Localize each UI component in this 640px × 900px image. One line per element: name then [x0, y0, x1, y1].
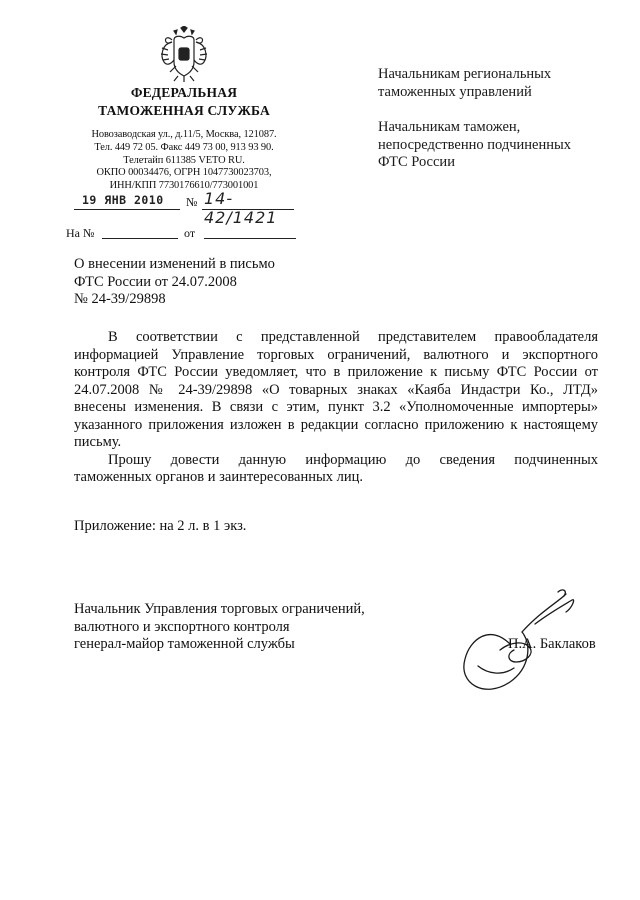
- body-line: таможенных органов и заинтересованных лиц.: [74, 469, 363, 485]
- body-line: указанного приложения изложен в редакции согласно приложению к настоящему: [74, 416, 598, 433]
- registration-date: 19 ЯНВ 2010: [82, 193, 164, 207]
- body-line: Прошу довести данную информацию до сведения подчиненных: [108, 451, 598, 468]
- letter-body: [74, 329, 598, 487]
- body-line: письму.: [74, 434, 122, 450]
- addressee-line: ФТС России: [378, 154, 455, 170]
- attachment-note: Приложение: на 2 л. в 1 экз.: [74, 518, 247, 534]
- signer-name: П.А. Баклаков: [508, 636, 596, 652]
- double-headed-eagle-emblem-icon: [158, 26, 210, 82]
- reference-number-label: На №: [66, 226, 95, 240]
- reference-number-blank: [102, 238, 178, 239]
- signer-line: генерал-майор таможенной службы: [74, 636, 295, 652]
- number-underline: [202, 209, 294, 210]
- registration-number-label: №: [186, 195, 198, 209]
- addressee-line: таможенных управлений: [378, 83, 532, 100]
- subject-line: № 24-39/29898: [74, 291, 166, 307]
- signer-line: Начальник Управления торговых ограничений,: [74, 601, 365, 617]
- registration-number: 14-42/1421: [204, 189, 278, 227]
- contact-line: ИНН/КПП 7730176610/773001001: [109, 180, 259, 192]
- reference-date-blank: [204, 238, 296, 239]
- organization-contacts: [62, 129, 306, 193]
- subject-line: ФТС России от 24.07.2008: [74, 273, 237, 290]
- reference-date-label: от: [184, 226, 196, 240]
- contact-line: Тел. 449 72 05. Факс 449 73 00, 913 93 90.: [94, 141, 274, 153]
- body-line: контроля ФТС России уведомляет, что в приложение к письму ФТС России от: [74, 364, 598, 380]
- contact-line: ОКПО 00034476, ОГРН 1047730023703,: [96, 167, 272, 179]
- body-line: В соответствии с представленной представителем правообладателя: [108, 329, 598, 345]
- addressee-block: [378, 66, 551, 101]
- registration-stamp: [66, 189, 306, 227]
- letter-subject: [74, 256, 275, 309]
- body-line: информацией Управление торговых ограничений, валютного и экспортного: [74, 346, 598, 363]
- signer-position: [74, 601, 365, 654]
- organization-name: [70, 84, 298, 120]
- subject-line: О внесении изменений в письмо: [74, 256, 275, 272]
- body-line: внесены изменения. В связи с этим, пункт 3.2 «Уполномоченные импортеры»: [74, 399, 598, 415]
- org-name-line: ФЕДЕРАЛЬНАЯ: [130, 85, 238, 100]
- body-line: 24.07.2008 № 24-39/29898 «О товарных знаках «Каяба Индастри Ко., ЛТД»: [74, 381, 598, 398]
- date-underline: [74, 209, 180, 210]
- addressee-block: [378, 119, 571, 172]
- addressee-line: Начальникам региональных: [378, 66, 552, 82]
- reference-line: [66, 226, 306, 246]
- addressee-line: непосредственно подчиненных: [378, 136, 571, 153]
- signer-line: валютного и экспортного контроля: [74, 618, 290, 635]
- contact-line: Новозаводская ул., д.11/5, Москва, 121087.: [91, 129, 277, 140]
- addressee-line: Начальникам таможен,: [378, 119, 521, 135]
- org-name-line: ТАМОЖЕННАЯ СЛУЖБА: [98, 103, 270, 118]
- contact-line: Телетайп 611385 VETO RU.: [123, 154, 245, 166]
